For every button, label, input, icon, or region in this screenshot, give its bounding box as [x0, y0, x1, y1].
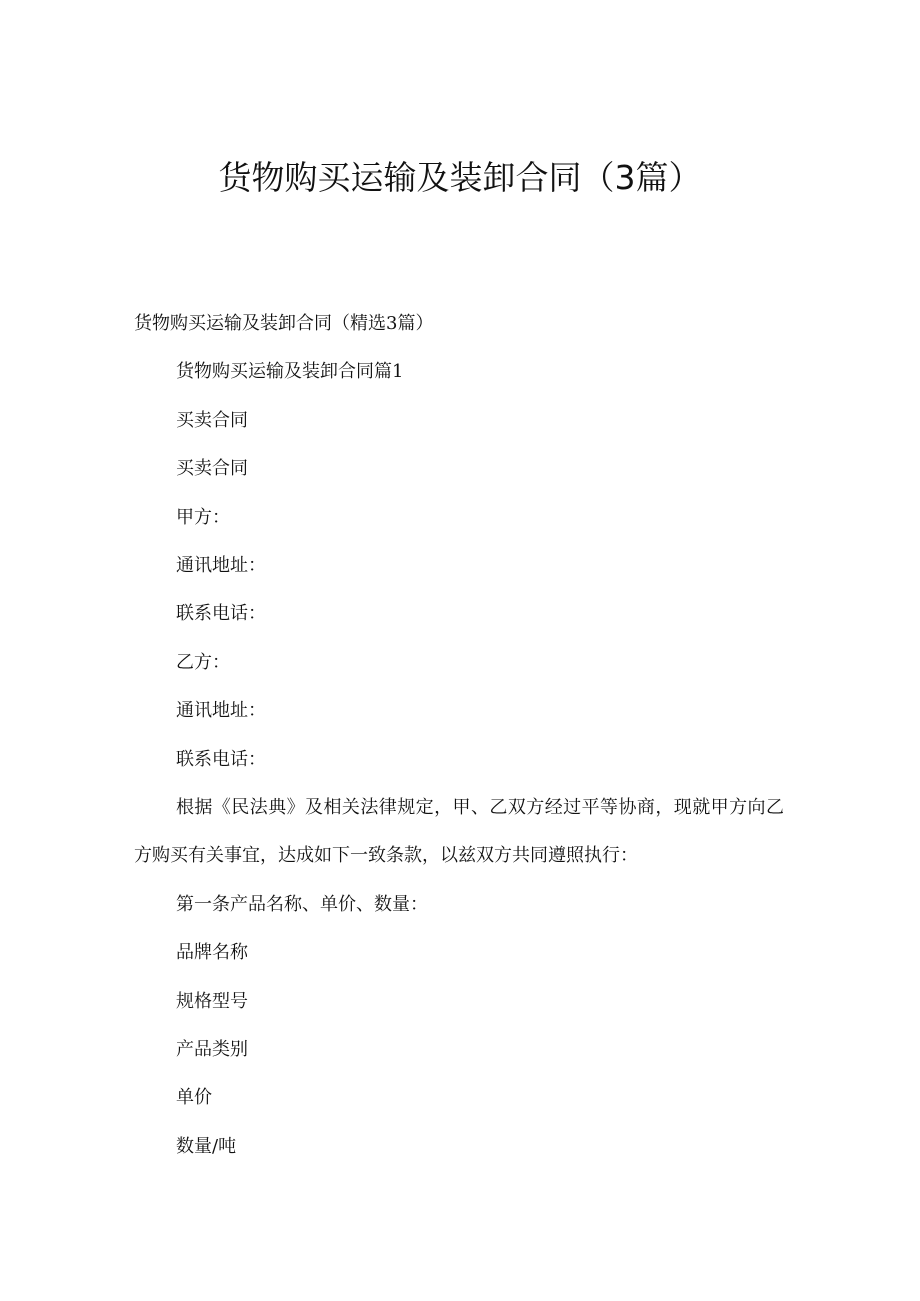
document-subtitle: 货物购买运输及装卸合同（精选3篇）	[134, 313, 434, 334]
article-1-field: 数量/吨	[176, 1135, 237, 1157]
document-body	[0, 300, 920, 1171]
party-b-phone-label: 联系电话：	[176, 748, 266, 770]
article-1-field: 规格型号	[176, 990, 248, 1012]
party-b-address-label: 通讯地址：	[176, 700, 266, 722]
party-a-label: 甲方：	[176, 506, 230, 528]
party-a-phone-label: 联系电话：	[176, 603, 266, 625]
contract-title: 买卖合同	[176, 409, 248, 431]
preamble-paragraph: 根据《民法典》及相关法律规定，甲、乙双方经过平等协商，现就甲方向乙方购买有关事宜，达成如下一致条款，以兹双方共同遵照执行：	[134, 796, 784, 867]
article-1-field: 单价	[176, 1087, 212, 1109]
section-heading: 货物购买运输及装卸合同篇1	[176, 361, 404, 383]
article-1-field: 品牌名称	[176, 942, 248, 964]
contract-title-repeat: 买卖合同	[176, 458, 248, 480]
document-title: 货物购买运输及装卸合同（3篇）	[218, 158, 702, 197]
article-1-heading: 第一条产品名称、单价、数量：	[176, 893, 428, 915]
party-b-label: 乙方：	[176, 651, 230, 673]
article-1-field: 产品类别	[176, 1038, 248, 1060]
party-a-address-label: 通讯地址：	[176, 554, 266, 576]
